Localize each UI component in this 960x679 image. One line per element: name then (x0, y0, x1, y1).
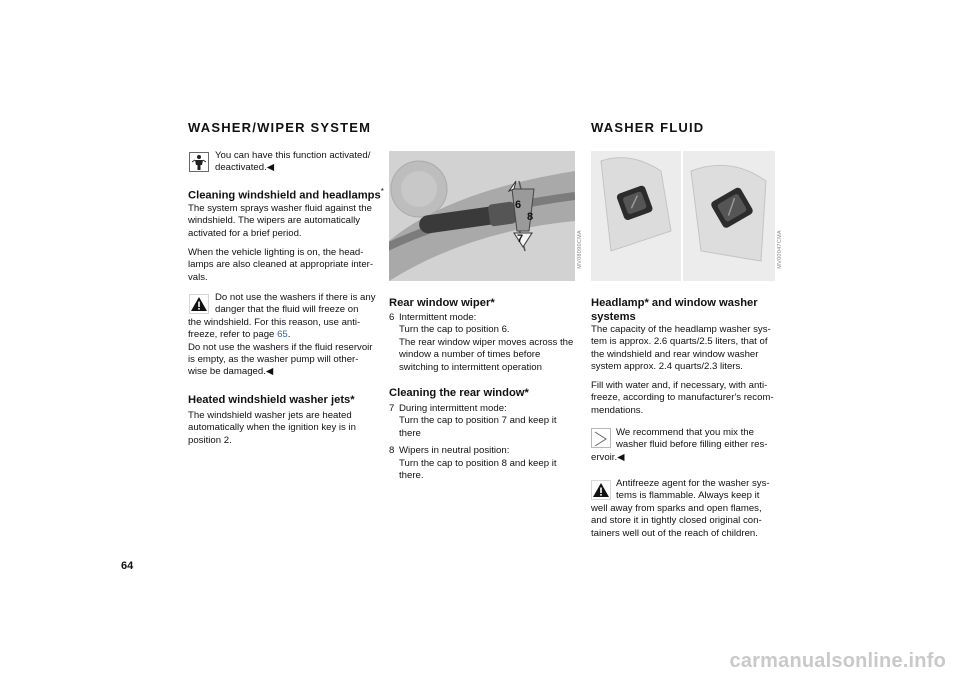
heading-cleaning-windshield: Cleaning windshield and headlamps* (188, 187, 384, 202)
list-item: 8 Wipers in neutral position: Turn the cap to position 8 and keep it there. (389, 445, 557, 482)
heading-headlamp-window-washer: Headlamp* and window washer systems (591, 297, 758, 323)
washer-reservoir-photo (591, 151, 775, 281)
watermark: carmanualsonline.info (729, 650, 946, 672)
section-title-washer-wiper: WASHER/WIPER SYSTEM (188, 120, 372, 135)
photo-label-6: 6 (515, 199, 522, 211)
rear-wiper-list (389, 312, 584, 374)
paragraph-heated-jets: The windshield washer jets are heated automatically when the ignition key is in position 2. (188, 410, 356, 446)
warning-freeze: Do not use the washers if there is any danger that the fluid will freeze on the windshield. For this reason, use anti- freeze, refer to page 65. Do not use the washers if the fluid reservoir is empty, as the washer pump will other- wise be damaged.◀ (188, 292, 376, 378)
heading-rear-wiper: Rear window wiper* (389, 297, 495, 309)
photo-label-8: 8 (527, 211, 534, 223)
cleaning-rear-list (389, 403, 584, 482)
wiper-stalk-photo (389, 151, 575, 281)
service-icon (189, 152, 209, 172)
page-65-link[interactable]: 65 (277, 329, 288, 341)
activation-note: You can have this function activated/ deactivated.◀ (215, 150, 371, 174)
photo-label-7: 7 (517, 233, 524, 245)
warning-antifreeze: Antifreeze agent for the washer sys- tems is flammable. Always keep it well away from sparks and open flames, and store it in tightly closed original con- tainers well out of the reach of children. (591, 478, 770, 539)
paragraph-cleaning-1: The system sprays washer fluid against the windshield. The wipers are automatically activated for a brief period. (188, 203, 372, 239)
photo-code-reservoir: MV00047CMA (777, 230, 783, 269)
heading-heated-jets: Heated windshield washer jets* (188, 394, 355, 406)
heading-cleaning-rear: Cleaning the rear window* (389, 387, 529, 399)
paragraph-cleaning-2: When the vehicle lighting is on, the head- lamps are also cleaned at appropriate inter- vals. (188, 247, 374, 283)
paragraph-fill: Fill with water and, if necessary, with anti- freeze, according to manufacturer's recom- mendations. (591, 380, 774, 416)
page-number: 64 (121, 560, 134, 572)
photo-code-wiper: MV08090CMA (577, 230, 583, 269)
tip-mix-fluid: We recommend that you mix the washer fluid before filling either res- ervoir.◀ (591, 427, 768, 463)
section-title-washer-fluid: WASHER FLUID (591, 120, 705, 135)
list-item: 6 Intermittent mode: Turn the cap to position 6. The rear window wiper moves across the window a number of times before switching to intermittent operation (389, 312, 574, 373)
paragraph-capacity: The capacity of the headlamp washer sys- tem is approx. 2.6 quarts/2.5 liters, that of the windshield and rear window washer system approx. 2.4 quarts/2.3 liters. (591, 324, 771, 373)
list-item: 7 During intermittent mode: Turn the cap to position 7 and keep it there (389, 403, 557, 439)
